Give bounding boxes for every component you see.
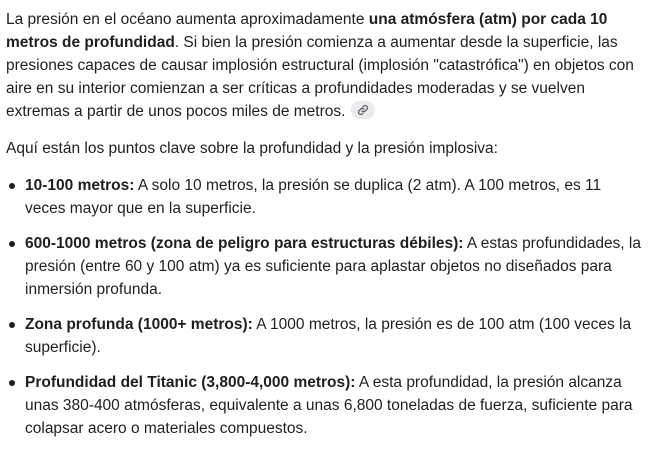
list-item: [6, 313, 644, 359]
link-icon: [357, 104, 369, 116]
point-text: A solo 10 metros, la presión se duplica (2 atm). A 100 metros, es 11 veces mayor que en la superficie.: [25, 177, 602, 217]
list-item: [6, 232, 644, 301]
point-title: Zona profunda (1000+ metros):: [25, 316, 253, 333]
point-title: 10-100 metros:: [25, 177, 135, 194]
point-text: A estas profundidades, la presión (entre 60 y 100 atm) ya es suficiente para aplastar objetos no diseñados para inmersión profunda.: [25, 235, 641, 298]
key-points-list: [6, 174, 644, 440]
point-text: A 1000 metros, la presión es de 100 atm (100 veces la superficie).: [25, 316, 632, 356]
source-link-button[interactable]: [351, 101, 375, 119]
lead-paragraph: Aquí están los puntos clave sobre la profundidad y la presión implosiva:: [6, 140, 498, 157]
intro-highlight: una atmósfera (atm) por cada 10 metros de profundidad: [6, 11, 608, 51]
list-item: [6, 371, 644, 440]
point-text: A esta profundidad, la presión alcanza unas 380-400 atmósferas, equivalente a unas 6,800 toneladas de fuerza, suficiente para colapsar acero o materiales compuestos.: [25, 374, 633, 437]
point-title: Profundidad del Titanic (3,800-4,000 metros):: [25, 374, 356, 391]
intro-paragraph: [6, 8, 644, 123]
list-item: [6, 174, 644, 220]
point-title: 600-1000 metros (zona de peligro para estructuras débiles):: [25, 235, 464, 252]
intro-text-start: La presión en el océano aumenta aproximadamente: [6, 11, 369, 28]
intro-text-end: . Si bien la presión comienza a aumentar desde la superficie, las presiones capaces de causar implosión estructural (implosión "catastrófica") en objetos con aire en su interior comienzan a ser críticas a profundidades moderadas y se vuelven extremas a partir de unos pocos miles de metros.: [6, 34, 634, 120]
